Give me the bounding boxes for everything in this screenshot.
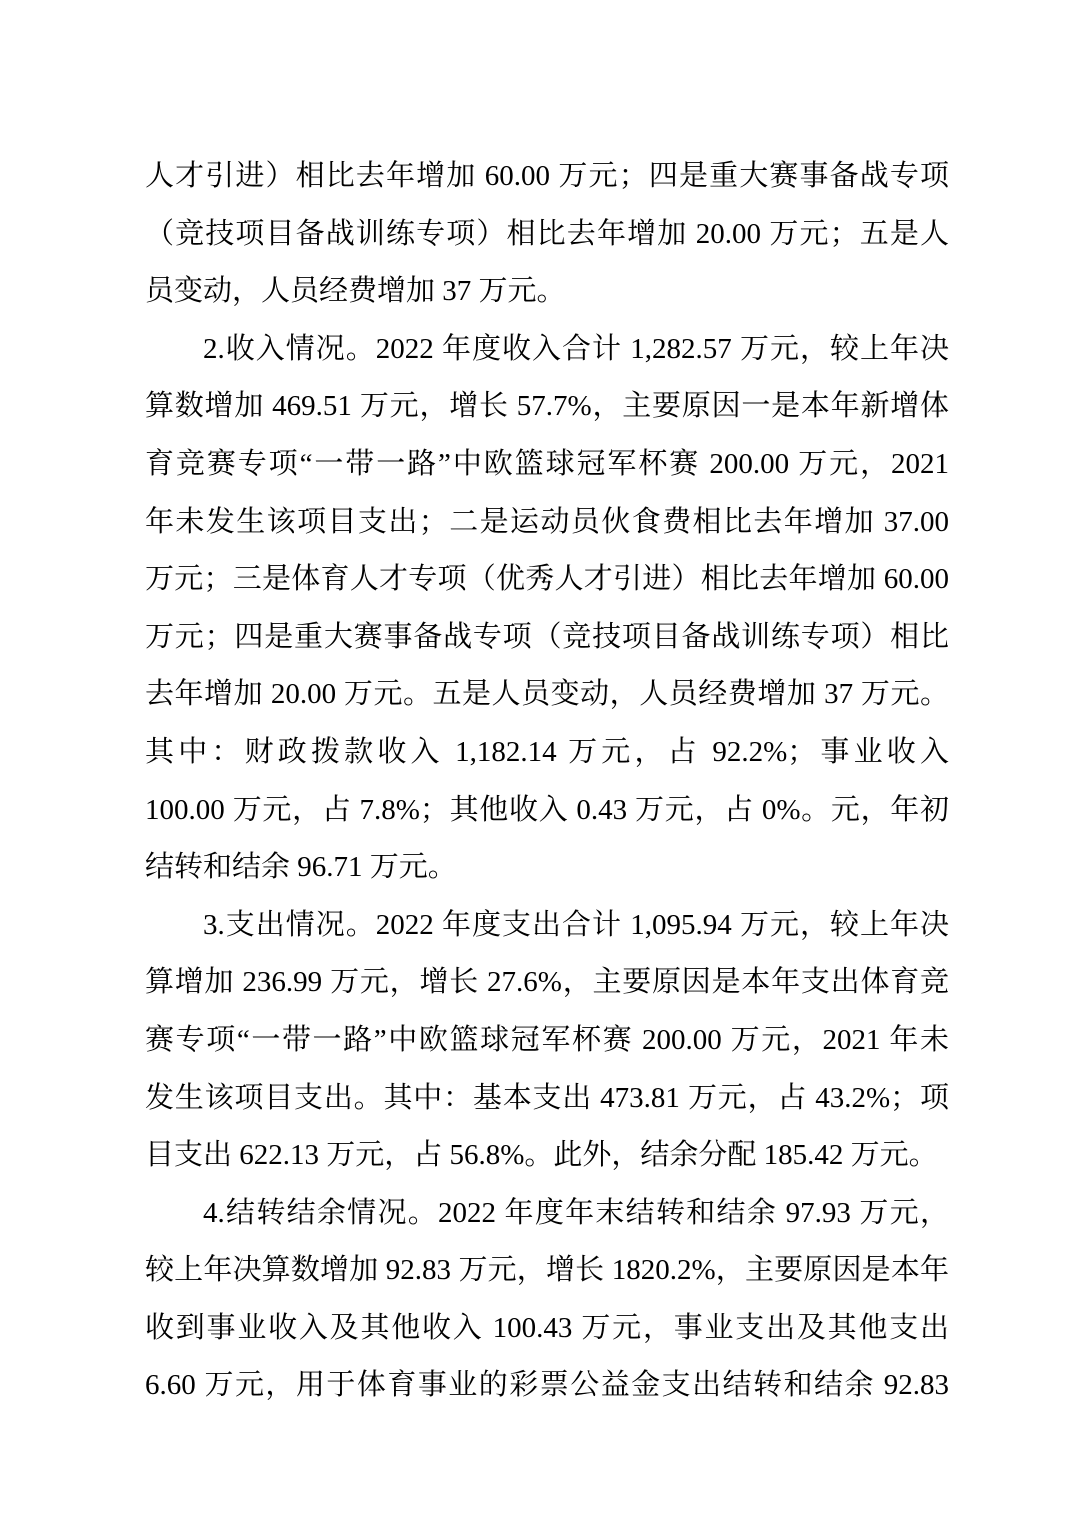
document-line: 员变动，人员经费增加 37 万元。 [145, 275, 566, 308]
document-line: 2.收入情况。2022 年度收入合计 1,282.57 万元，较上年决 [203, 332, 949, 365]
document-line: （竞技项目备战训练专项）相比去年增加 20.00 万元；五是人 [145, 217, 949, 250]
document-line: 育竞赛专项“一带一路”中欧篮球冠军杯赛 200.00 万元，2021 [145, 447, 949, 480]
document-line: 其中：财政拨款收入 1,182.14 万元，占 92.2%；事业收入 [145, 735, 949, 768]
document-line: 人才引进）相比去年增加 60.00 万元；四是重大赛事备战专项 [145, 160, 949, 192]
document-line: 6.60 万元，用于体育事业的彩票公益金支出结转和结余 92.83 [145, 1369, 949, 1402]
document-line: 较上年决算数增加 92.83 万元，增长 1820.2%，主要原因是本年 [145, 1254, 949, 1287]
document-text-block [145, 148, 949, 1415]
document-line: 结转和结余 96.71 万元。 [145, 851, 457, 884]
document-line: 算增加 236.99 万元，增长 27.6%，主要原因是本年支出体育竞 [145, 966, 949, 999]
document-line: 年未发生该项目支出；二是运动员伙食费相比去年增加 37.00 [145, 505, 949, 538]
document-line: 4.结转结余情况。2022 年度年末结转和结余 97.93 万元， [203, 1196, 949, 1229]
document-line: 算数增加 469.51 万元，增长 57.7%，主要原因一是本年新增体 [145, 390, 949, 423]
document-line: 收到事业收入及其他收入 100.43 万元，事业支出及其他支出 [145, 1311, 949, 1344]
document-line: 目支出 622.13 万元，占 56.8%。此外，结余分配 185.42 万元。 [145, 1139, 938, 1172]
document-line: 3.支出情况。2022 年度支出合计 1,095.94 万元，较上年决 [203, 908, 949, 941]
document-line: 万元；三是体育人才专项（优秀人才引进）相比去年增加 60.00 [145, 563, 949, 596]
document-line: 去年增加 20.00 万元。五是人员变动，人员经费增加 37 万元。 [145, 678, 949, 711]
document-line: 万元；四是重大赛事备战专项（竞技项目备战训练专项）相比 [145, 620, 949, 653]
document-line: 100.00 万元，占 7.8%；其他收入 0.43 万元，占 0%。元，年初 [145, 793, 949, 826]
document-line: 发生该项目支出。其中：基本支出 473.81 万元，占 43.2%；项 [145, 1081, 949, 1114]
document-line: 赛专项“一带一路”中欧篮球冠军杯赛 200.00 万元，2021 年未 [145, 1023, 949, 1056]
